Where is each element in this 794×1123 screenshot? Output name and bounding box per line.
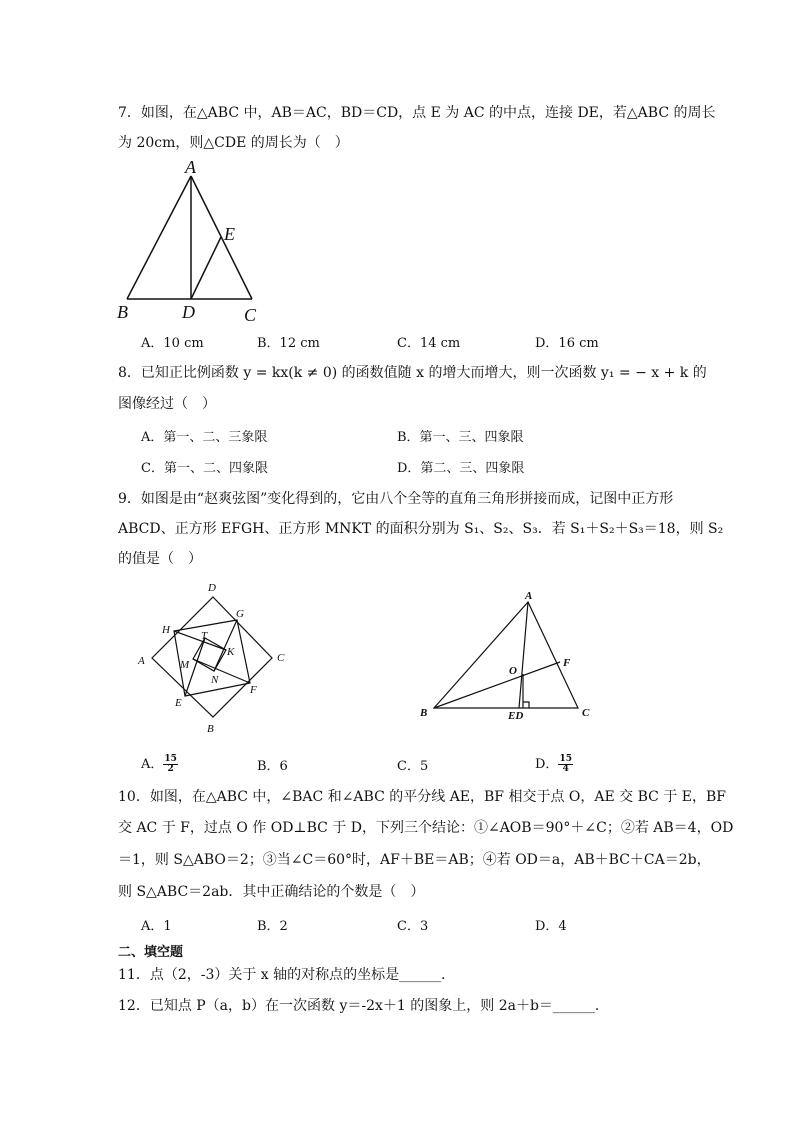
fig1-label-c: C: [277, 652, 285, 664]
q8-option-b[interactable]: B．第一、三、四象限: [397, 430, 524, 445]
q9-option-a-fraction: $\frac{15}{2}$: [164, 754, 177, 774]
fig1-label-k: K: [227, 646, 235, 658]
fig1-label-b: B: [207, 723, 214, 735]
fig2-label-ed: ED: [508, 710, 524, 722]
q7-label-d: D: [182, 302, 195, 322]
triangle-abc: [434, 602, 578, 708]
q9-option-c[interactable]: C．5: [397, 759, 429, 774]
fig1-label-d: D: [208, 582, 216, 594]
fig1-label-f: F: [250, 684, 257, 696]
fig1-label-m: M: [180, 659, 190, 671]
q8-option-c[interactable]: C．第一、二、四象限: [141, 461, 268, 476]
q8-text-line2: 图像经过（ ）: [118, 396, 216, 412]
q8-option-d[interactable]: D．第二、三、四象限: [397, 461, 525, 476]
q10-text-line3: ＝1，则 S△ABO＝2；③当∠C＝60°时，AF＋BE＝AB；④若 OD＝a，AB＋BC＋CA＝2b，: [118, 852, 711, 868]
fig2-label-o: O: [509, 665, 517, 677]
fig1-label-t: T: [201, 630, 208, 642]
q9-text-line2: ABCD、正方形 EFGH、正方形 MNKT 的面积分别为 S₁、S₂、S₃．若 S₁＋S₂＋S₃＝18，则 S₂: [118, 521, 724, 537]
q12-text: 12．已知点 P（a，b）在一次函数 y＝-2x＋1 的图象上，则 2a＋b＝______．: [118, 998, 609, 1014]
q9-option-d-fraction: $\frac{15}{4}$: [559, 754, 572, 774]
q9-text-line1: 9．如图是由“赵爽弦图”变化得到的，它由八个全等的直角三角形拼接而成，记图中正方形: [118, 491, 674, 507]
q7-option-b[interactable]: B．12 cm: [257, 336, 320, 351]
right-angle-mark: [523, 702, 529, 708]
q7-option-a[interactable]: A．10 cm: [141, 336, 204, 351]
q9-chord-figure: [130, 575, 300, 740]
q7-text-line1: 7．如图，在△ABC 中，AB＝AC，BD＝CD，点 E 为 AC 的中点，连接 DE，若△ABC 的周长: [118, 105, 716, 121]
q10-triangle-figure: [410, 585, 610, 725]
q7-option-c[interactable]: C．14 cm: [397, 336, 461, 351]
q9-option-a[interactable]: [141, 753, 178, 774]
square-abcd: [152, 597, 272, 717]
fig2-label-a: A: [525, 590, 533, 602]
q10-option-b[interactable]: B．2: [257, 919, 288, 934]
q10-option-c[interactable]: C．3: [397, 919, 429, 934]
q8-option-a[interactable]: A．第一、二、三象限: [141, 430, 268, 445]
fig2-label-f: F: [563, 657, 571, 669]
q7-segment-de: [191, 237, 221, 299]
q9-option-a-prefix: A．: [141, 757, 164, 772]
q9-text-line3: 的值是（ ）: [118, 551, 202, 567]
fig1-label-n: N: [211, 674, 219, 686]
q9-option-d[interactable]: [535, 753, 573, 774]
q10-text-line2: 交 AC 于 F，过点 O 作 OD⊥BC 于 D，下列三个结论：①∠AOB＝90°＋∠C；②若 AB＝4，OD: [118, 820, 734, 836]
q7-side-ab: [127, 176, 191, 299]
q10-text-line4: 则 S△ABC＝2ab．其中正确结论的个数是（ ）: [118, 884, 425, 900]
fig2-label-b: B: [420, 707, 428, 719]
q7-label-a: A: [185, 157, 196, 177]
fig1-label-e: E: [175, 697, 182, 709]
fig1-label-h: H: [162, 624, 170, 636]
q7-text-line2: 为 20cm，则△CDE 的周长为（ ）: [118, 135, 349, 151]
section-fill-in-title: 二、填空题: [118, 945, 184, 960]
q8-text-line1: 8．已知正比例函数 y = kx(k ≠ 0) 的函数值随 x 的增大而增大，则一次函数 y₁ = − x + k 的: [118, 365, 707, 381]
q9-option-b[interactable]: B．6: [257, 759, 288, 774]
q10-text-line1: 10．如图，在△ABC 中，∠BAC 和∠ABC 的平分线 AE，BF 相交于点 O，AE 交 BC 于 E，BF: [118, 789, 727, 805]
q9-option-d-prefix: D．: [535, 757, 559, 772]
q7-label-b: B: [117, 302, 128, 322]
q11-text: 11．点（2，-3）关于 x 轴的对称点的坐标是______．: [118, 967, 456, 983]
q7-option-d[interactable]: D．16 cm: [535, 336, 599, 351]
q7-figure: [112, 156, 272, 326]
fig1-label-a: A: [138, 655, 145, 667]
q10-option-a[interactable]: A．1: [141, 919, 172, 934]
bisector-bf: [434, 662, 560, 708]
q7-label-c: C: [244, 305, 257, 325]
q10-option-d[interactable]: D．4: [535, 919, 567, 934]
fig2-label-c: C: [582, 707, 590, 719]
fig1-label-g: G: [236, 608, 244, 620]
q7-label-e: E: [224, 224, 235, 244]
